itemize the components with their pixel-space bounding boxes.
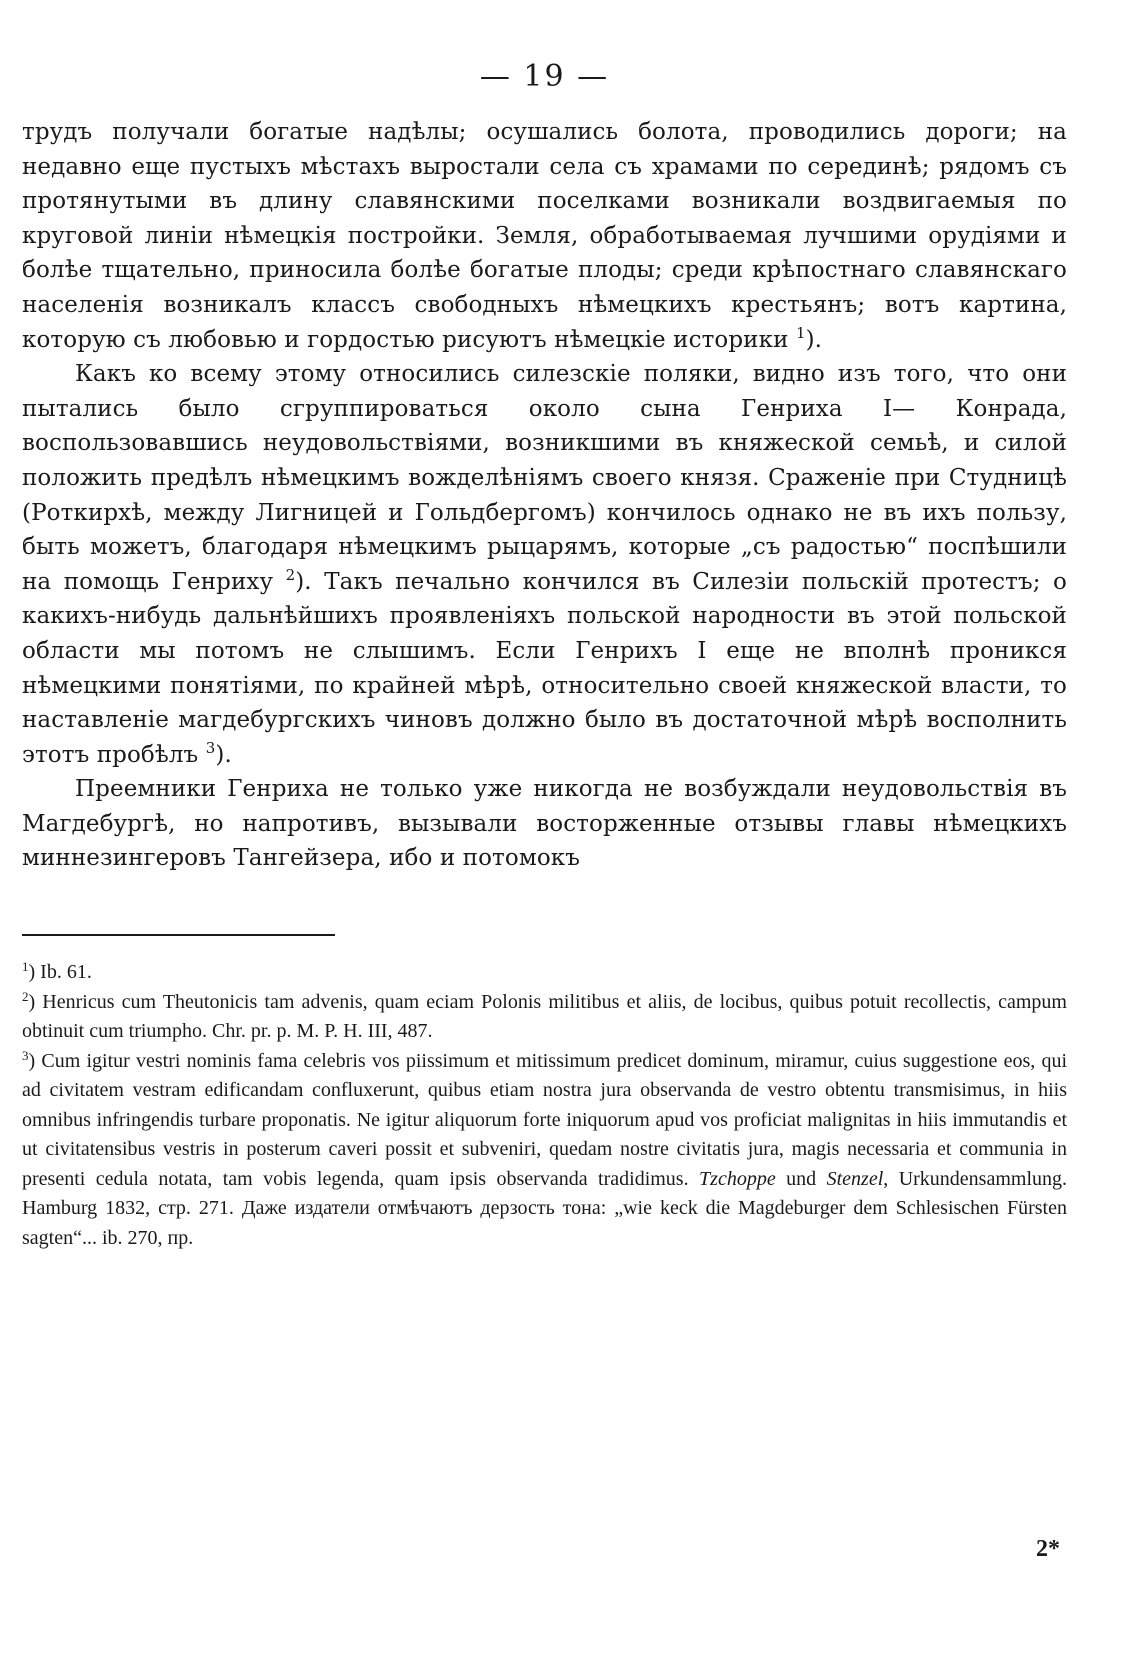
footnote-3-author-2: Stenzel: [826, 1167, 884, 1190]
book-page: [22, 60, 1067, 1253]
main-text: [22, 115, 1067, 876]
paragraph-1-end: ).: [805, 326, 823, 353]
page-number: — 19 —: [479, 59, 610, 94]
footnote-2-mark: 2: [22, 988, 29, 1004]
paragraph-2: [22, 357, 1067, 772]
footnote-1-text: ) Ib. 61.: [28, 961, 92, 984]
paragraph-3: Преемники Генриха не только уже никогда не возбуждали неудовольствія въ Магдебургѣ, но напротивъ, вызывали восторженные отзывы главы нѣмецкихъ миннезингеровъ Тангейзера, ибо и потомокъ: [22, 776, 1067, 872]
paragraph-2-end: ).: [215, 741, 232, 768]
footnote-3: [22, 1047, 1067, 1254]
footnote-3-text-a: ) Cum igitur vestri nominis fama celebris vos piissimum et mitissimum predicet dominum, miramur, cuius suggestione eos, qui ad civitatem vestram edificandam confluxerunt, quibus etiam nostra jura observanda de vestro obtentu transmisimus, in hiis omnibus infringendis turbare proponatis. Ne igitur aliquorum forte iniquorum apud vos proficiat malignitas in hiis immutandis et ut civitatensibus vestris in posterum caveri possit et subveniri, quedam nostre civitatis jura, magis necessaria et communia in presenti cedula notata, tam vobis legenda, quam ipsis observanda tradidimus.: [22, 1049, 1067, 1190]
footnote-2: [22, 988, 1067, 1047]
footnote-3-author-1: Tzchoppe: [699, 1167, 776, 1190]
footnote-ref-3: 3: [205, 738, 216, 757]
paragraph-2-text-b: ). Такъ печально кончился въ Силезіи польскій протестъ; о какихъ-нибудь дальнѣйшихъ проявленіяхъ польской народности въ этой польской области мы потомъ не слышимъ. Если Генрихъ I еще не вполнѣ проникся нѣмецкими понятіями, по крайней мѣрѣ, относительно своей княжеской власти, то наставленіе магдебургскихъ чиновъ должно было въ достаточной мѣрѣ восполнить этотъ пробѣлъ: [22, 568, 1067, 768]
footnote-1: [22, 958, 1067, 988]
footnote-ref-2: 2: [285, 565, 296, 584]
paragraph-1-text: трудъ получали богатые надѣлы; осушались болота, проводились дороги; на недавно еще пустыхъ мѣстахъ выростали села съ храмами по серединѣ; рядомъ съ протянутыми въ длину славянскими поселками возникали воздвигаемыя по круговой линіи нѣмецкія постройки. Земля, обработываемая лучшими орудіями и болѣе тщательно, приносила болѣе богатые плоды; среди крѣпостнаго славянскаго населенія возникалъ классъ свободныхъ нѣмецкихъ крестьянъ; вотъ картина, которую съ любовью и гордостью рисуютъ нѣмецкіе историки: [22, 119, 1067, 353]
paragraph-1: [22, 115, 1067, 357]
footnote-1-mark: 1: [22, 959, 29, 975]
paragraph-2-text-a: Какъ ко всему этому относились силезскіе поляки, видно изъ того, что они пытались было сгруппироваться около сына Генриха I— Конрада, воспользовавшись неудовольствіями, возникшими въ княжеской семьѣ, и силой положить предѣлъ нѣмецкимъ вожделѣніямъ своего князя. Сраженіе при Студницѣ (Роткирхѣ, между Лигницей и Гольдбергомъ) кончилось однако не въ ихъ пользу, быть можетъ, благодаря нѣмецкимъ рыцарямъ, которые „съ радостью“ поспѣшили на помощь Генриху: [22, 361, 1067, 595]
footnote-3-text-b: , Urkundensammlung. Hamburg 1832, стр. 271. Даже издатели отмѣчаютъ дерзость тона: „wie keck die Magdeburger dem Schlesischen Fürsten sagten“... ib. 270, пр.: [22, 1167, 1068, 1249]
footnote-ref-1: 1: [795, 323, 806, 342]
signature-mark: 2*: [1036, 1536, 1060, 1562]
footnote-3-mark: 3: [22, 1047, 29, 1063]
footnotes: [22, 958, 1067, 1253]
footnote-divider: [22, 934, 335, 936]
footnote-2-text: ) Henricus cum Theutonicis tam advenis, quam eciam Polonis militibus et aliis, de locibus, quibus potuit recollectis, campum obtinuit cum triumpho. Chr. pr. p. M. P. H. III, 487.: [22, 990, 1067, 1043]
footnote-3-und: und: [775, 1167, 827, 1190]
